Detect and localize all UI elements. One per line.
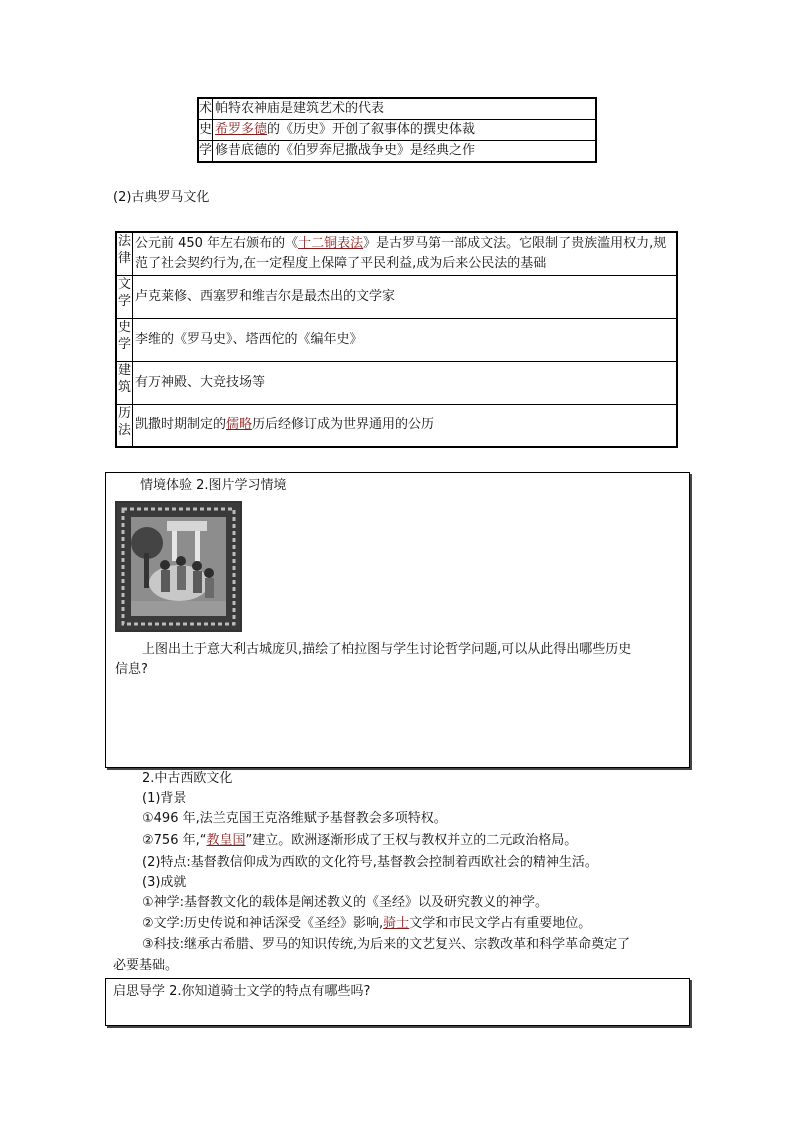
row-text: 希罗多德的《历史》开创了叙事体的撰史体裁 [213, 120, 596, 141]
row-key: 建筑 [116, 361, 133, 404]
row-key: 文学 [116, 275, 133, 318]
greek-culture-table [197, 97, 597, 163]
scenario-title: 情境体验 2.图片学习情境 [140, 478, 287, 493]
row-text: 有万神殿、大竞技场等 [133, 361, 678, 404]
guide-question: 启思导学 2.你知道骑士文学的特点有哪些吗? [113, 984, 371, 999]
row-key: 史学 [116, 318, 133, 361]
table-row [198, 141, 596, 163]
roman-culture-table [115, 231, 678, 448]
achievements-label: (3)成就 [142, 875, 187, 890]
background-label: (1)背景 [142, 791, 187, 806]
table-row [198, 120, 596, 141]
row-key: 历法 [116, 404, 133, 447]
row-text: 公元前 450 年左右颁布的《十二铜表法》是古罗马第一部成文法。它限制了贵族滥用权力,规范了社会契约行为,在一定程度上保障了平民利益,成为后来公民法的基础 [133, 232, 678, 275]
row-text: 凯撒时期制定的儒略历后经修订成为世界通用的公历 [133, 404, 678, 447]
row-key: 术 [198, 98, 213, 120]
row-key: 法律 [116, 232, 133, 275]
herodotus-link[interactable]: 希罗多德 [215, 122, 268, 137]
background-item-2: ②756 年,“教皇国”建立。欧洲逐渐形成了王权与教权并立的二元政治格局。 [142, 833, 578, 848]
table-row [116, 232, 677, 275]
row-text: 帕特农神庙是建筑艺术的代表 [213, 98, 596, 120]
row-key: 学 [198, 141, 213, 163]
medieval-heading: 2.中古西欧文化 [142, 771, 233, 786]
features-text: (2)特点:基督教信仰成为西欧的文化符号,基督教会控制着西欧社会的精神生活。 [142, 855, 598, 870]
scenario-text-line1: 上图出土于意大利古城庞贝,描绘了柏拉图与学生讨论哲学问题,可以从此得出哪些历史 [142, 642, 632, 657]
table-row [198, 98, 596, 120]
roman-culture-heading: (2)古典罗马文化 [113, 190, 210, 205]
pompeii-mosaic-image [115, 501, 242, 632]
science-text-line1: ③科技:继承古希腊、罗马的知识传统,为后来的文艺复兴、宗教改革和科学革命奠定了 [142, 937, 631, 952]
row-text: 李维的《罗马史》、塔西佗的《编年史》 [133, 318, 678, 361]
table-row [116, 404, 677, 447]
science-text-line2: 必要基础。 [113, 958, 179, 973]
julian-link[interactable]: 儒略 [226, 417, 253, 433]
theology-text: ①神学:基督教文化的载体是阐述教义的《圣经》以及研究教义的神学。 [142, 895, 549, 910]
knight-link[interactable]: 骑士 [383, 916, 410, 931]
table-row [116, 361, 677, 404]
table-row [116, 275, 677, 318]
twelve-tables-link[interactable]: 十二铜表法 [298, 235, 364, 251]
mosaic-illustration [117, 503, 240, 630]
row-text: 卢克莱修、西塞罗和维吉尔是最杰出的文学家 [133, 275, 678, 318]
literature-text: ②文学:历史传说和神话深受《圣经》影响,骑士文学和市民文学占有重要地位。 [142, 916, 592, 931]
background-item-1: ①496 年,法兰克国王克洛维赋予基督教会多项特权。 [142, 811, 447, 826]
scenario-text-line2: 信息? [115, 662, 148, 677]
papal-states-link[interactable]: 教皇国 [206, 833, 246, 848]
table-row [116, 318, 677, 361]
row-text: 修昔底德的《伯罗奔尼撒战争史》是经典之作 [213, 141, 596, 163]
row-key: 史 [198, 120, 213, 141]
